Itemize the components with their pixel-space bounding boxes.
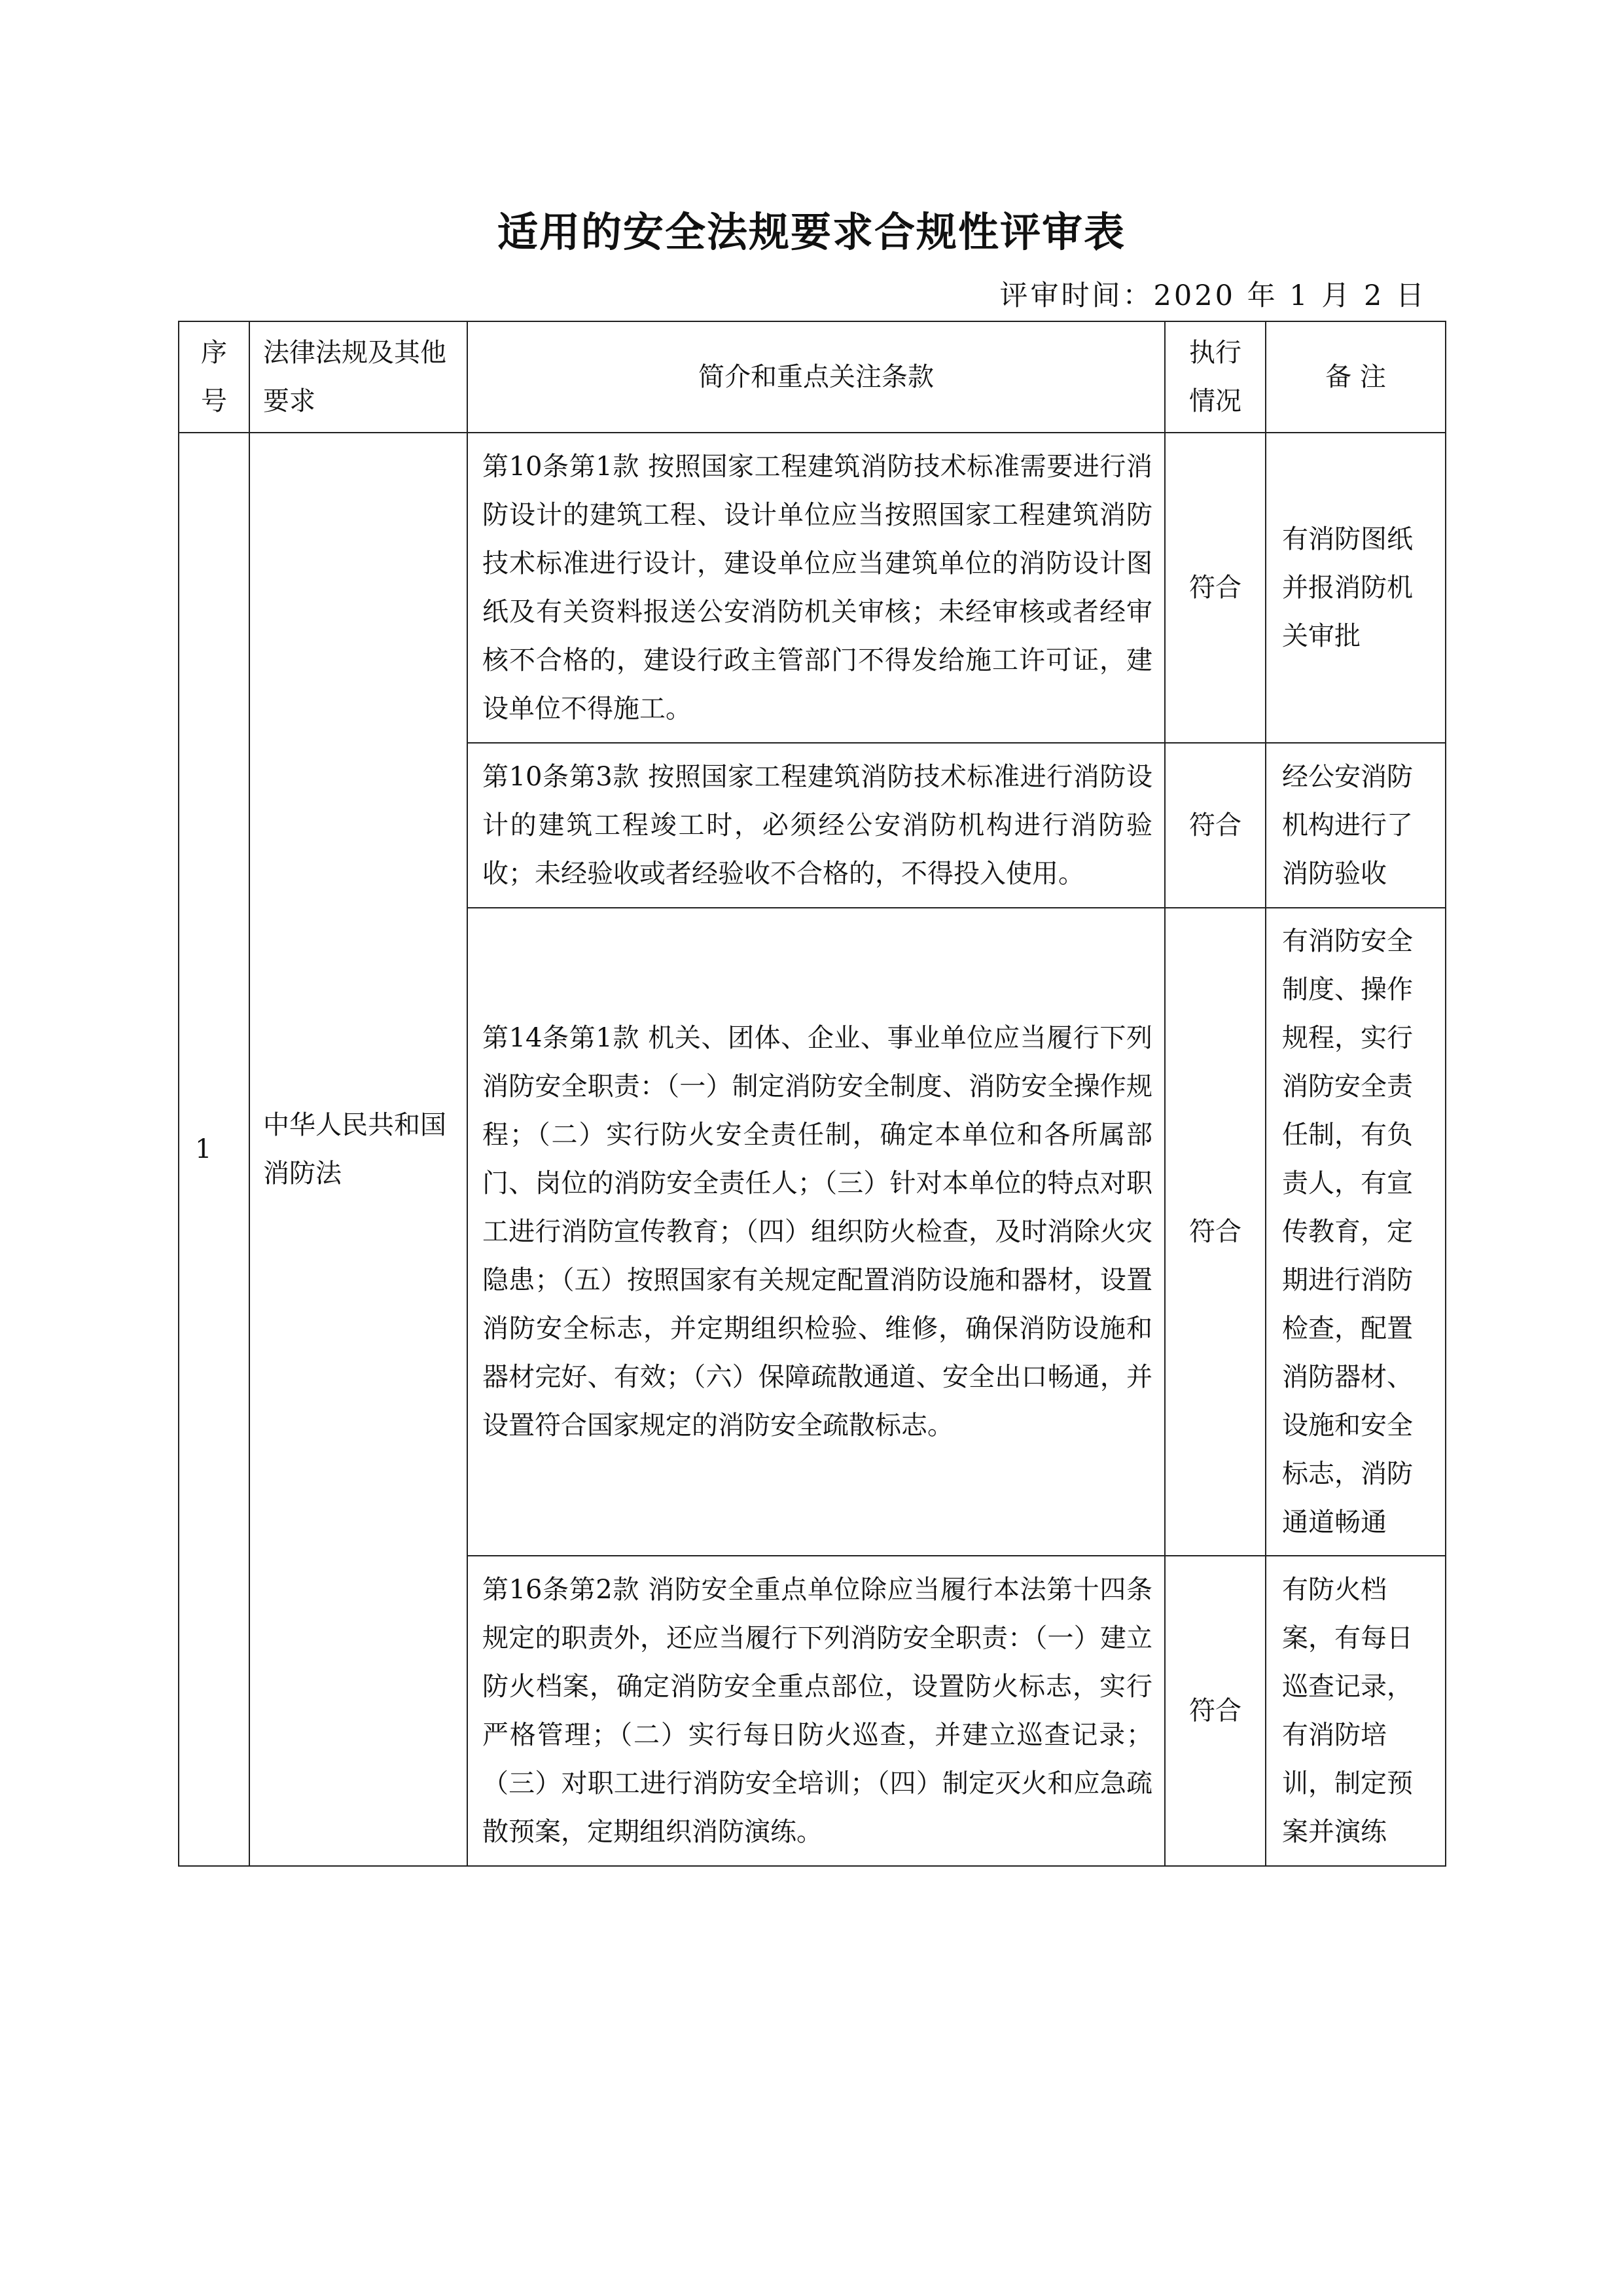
- header-status: 执行情况: [1165, 321, 1266, 433]
- status-cell: 符合: [1165, 433, 1266, 743]
- clause-cell: 第10条第3款 按照国家工程建筑消防技术标准进行消防设计的建筑工程竣工时，必须经公安消防机构进行消防验收；未经验收或者经验收不合格的，不得投入使用。: [467, 743, 1165, 908]
- table-header-row: [179, 321, 1446, 433]
- status-cell: 符合: [1165, 743, 1266, 908]
- law-name-cell: 中华人民共和国消防法: [249, 433, 467, 1866]
- remark-cell: 有防火档案，有每日巡查记录，有消防培训，制定预案并演练: [1266, 1556, 1446, 1866]
- header-clause: 简介和重点关注条款: [467, 321, 1165, 433]
- page-title: 适用的安全法规要求合规性评审表: [497, 208, 1126, 256]
- remark-cell: 有消防安全制度、操作规程，实行消防安全责任制，有负责人，有宣传教育，定期进行消防检查，配置消防器材、设施和安全标志，消防通道畅通: [1266, 908, 1446, 1556]
- header-law: 法律法规及其他要求: [249, 321, 467, 433]
- review-date: 评审时间：2020 年 1 月 2 日: [999, 279, 1427, 312]
- status-cell: 符合: [1165, 1556, 1266, 1866]
- clause-cell: 第16条第2款 消防安全重点单位除应当履行本法第十四条规定的职责外，还应当履行下列消防安全职责：（一）建立防火档案，确定消防安全重点部位，设置防火标志，实行严格管理；（二）实行每日防火巡查，并建立巡查记录；（三）对职工进行消防安全培训；（四）制定灭火和应急疏散预案，定期组织消防演练。: [467, 1556, 1165, 1866]
- clause-cell: 第10条第1款 按照国家工程建筑消防技术标准需要进行消防设计的建筑工程、设计单位应当按照国家工程建筑消防技术标准进行设计，建设单位应当建筑单位的消防设计图纸及有关资料报送公安消防机关审核；未经审核或者经审核不合格的，建设行政主管部门不得发给施工许可证，建设单位不得施工。: [467, 433, 1165, 743]
- remark-cell: 有消防图纸并报消防机关审批: [1266, 433, 1446, 743]
- clause-cell: 第14条第1款 机关、团体、企业、事业单位应当履行下列消防安全职责：（一）制定消防安全制度、消防安全操作规程；（二）实行防火安全责任制，确定本单位和各所属部门、岗位的消防安全责任人；（三）针对本单位的特点对职工进行消防宣传教育；（四）组织防火检查，及时消除火灾隐患；（五）按照国家有关规定配置消防设施和器材，设置消防安全标志，并定期组织检验、维修，确保消防设施和器材完好、有效；（六）保障疏散通道、安全出口畅通，并设置符合国家规定的消防安全疏散标志。: [467, 908, 1165, 1556]
- remark-cell: 经公安消防机构进行了消防验收: [1266, 743, 1446, 908]
- seq-cell: 1: [179, 433, 249, 1866]
- header-seq: 序号: [179, 321, 249, 433]
- status-cell: 符合: [1165, 908, 1266, 1556]
- compliance-review-table: [178, 321, 1446, 1867]
- header-remark: 备 注: [1266, 321, 1446, 433]
- table-row: [179, 433, 1446, 743]
